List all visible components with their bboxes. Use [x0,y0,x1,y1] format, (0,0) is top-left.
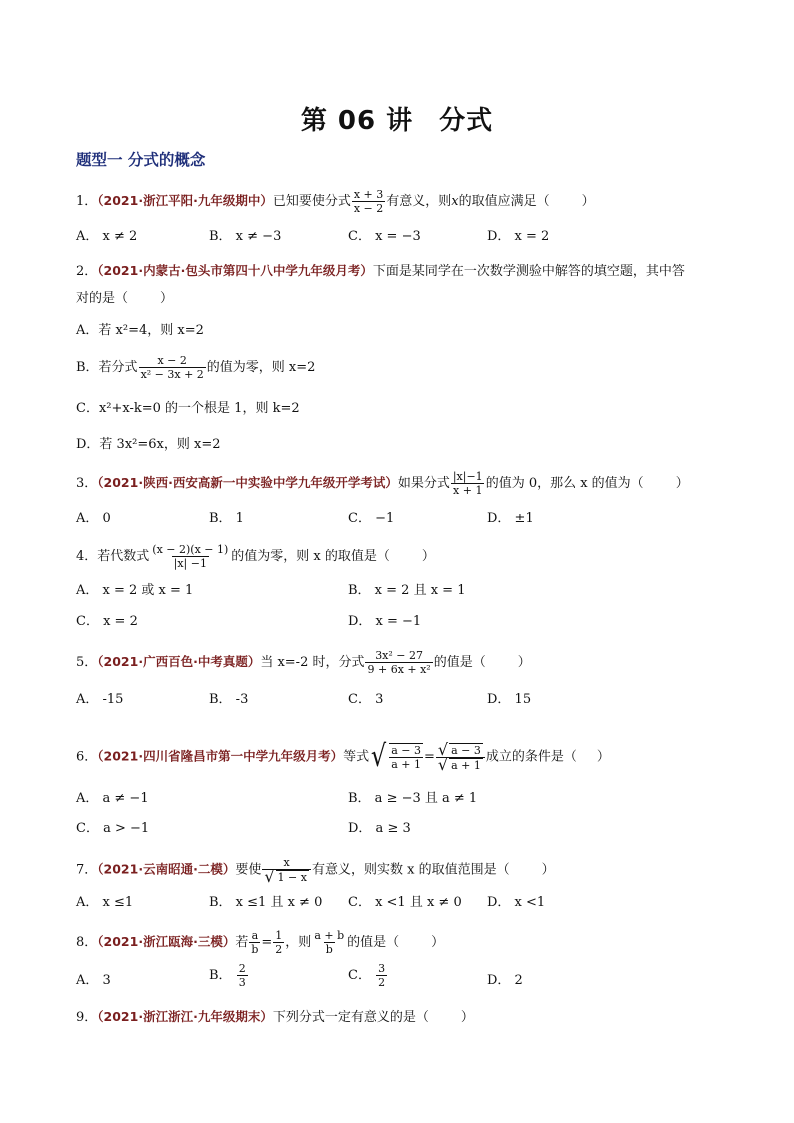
question-source: （2021·内蒙古·包头市第四十八中学九年级月考） [97,263,373,278]
q7-option-d: D． x <1 [487,895,546,910]
question-7: 7．（2021·云南昭通·二模）要使 $\frac{x}{√ 1 - x}$ 有意义，则实数 x 的取值范围是（ ） [76,856,555,886]
fraction: $\frac{|x|-1}{x + 1}$ [452,470,483,497]
fraction: $\frac{√ a - 3}{√ a + 1}$ [436,743,485,772]
fraction: $\frac{3}{2}$ [378,962,386,989]
fraction: $\frac{a}{b}$ [251,929,259,956]
q6-option-c: C． a > −1 [76,821,150,836]
fraction: $\frac{a - 3}{a + 1}$ [391,744,421,771]
fraction: $\frac{x}{√ 1 - x}$ [262,856,311,884]
q2-option-b: B．若分式 $\frac{x - 2}{\text{x² − 3x + 2}}$ 的值为零，则 x=2 [76,354,316,381]
q6-option-b: B． a ≥ −3 且 a ≠ 1 [348,791,478,806]
question-5: 5．（2021·广西百色·中考真题）当 x=-2 时，分式 $\frac{\text{3x² − 27}}{\text{9 + 6x + x²}}$ 的值是（ ） [76,649,531,676]
question-4: 4．若代数式 $\frac{(x - 2)(x - 1)}{|x| -1}$ 的值为零，则 x 的取值是（ ） [76,543,435,570]
q4-option-b: B． x = 2 且 x = 1 [348,583,466,598]
q1-option-a: A． x ≠ 2 [76,229,138,244]
fraction: $\frac{1}{2}$ [275,929,283,956]
q8-option-d: D． 2 [487,973,523,988]
q5-option-a: A． -15 [76,692,124,707]
fraction: $\frac{2}{3}$ [238,962,246,989]
q5-option-b: B． -3 [209,692,249,707]
question-source: （2021·广西百色·中考真题） [97,654,261,669]
question-source: （2021·浙江瓯海·三模） [97,934,236,949]
section-heading: 题型一 分式的概念 [76,151,206,169]
q6-option-d: D． a ≥ 3 [348,821,411,836]
q5-option-d: D． 15 [487,692,532,707]
q8-option-a: A． 3 [76,973,111,988]
sqrt-sign: √ [371,739,387,774]
question-source: （2021·四川省隆昌市第一中学九年级月考） [97,748,344,764]
question-2-cont: 对的是（ ） [76,291,174,306]
fraction: $\frac{(x - 2)(x - 1)}{|x| -1}$ [152,543,229,570]
question-9: 9．（2021·浙江浙江·九年级期末）下列分式一定有意义的是（ ） [76,1009,474,1025]
question-1: 1．（2021·浙江平阳·九年级期中）已知要使分式 $\frac{x + 3}{x - 2}$ 有意义，则x的取值应满足（ ） [76,188,595,215]
q3-option-d: D． ±1 [487,511,534,526]
q7-option-c: C． x <1 且 x ≠ 0 [348,895,462,910]
page-title: 第 06 讲 分式 [300,106,494,136]
question-source: （2021·浙江浙江·九年级期末） [97,1009,273,1024]
q4-option-d: D． x = −1 [348,614,422,629]
q4-option-a: A． x = 2 或 x = 1 [76,583,194,598]
q1-option-d: D． x = 2 [487,229,550,244]
q7-option-b: B． x ≤1 且 x ≠ 0 [209,895,323,910]
q2-option-c: C．x²+x-k=0 的一个根是 1，则 k=2 [76,401,300,416]
q6-option-a: A． a ≠ −1 [76,791,149,806]
fraction: $\frac{x - 2}{\text{x² − 3x + 2}}$ [140,354,204,381]
question-6: 6．（2021·四川省隆昌市第一中学九年级月考）等式√ $\frac{a - 3}{a + 1}$ = $\frac{√ a - 3}{√ a + 1}$ 成立的条件是（ ） [76,739,610,774]
q2-option-a: A．若 x²=4，则 x=2 [76,323,204,338]
q4-option-c: C． x = 2 [76,614,138,629]
q3-option-b: B． 1 [209,511,244,526]
q8-option-c: C． $\frac{3}{2}$ [348,962,386,989]
question-2: 2．（2021·内蒙古·包头市第四十八中学九年级月考）下面是某同学在一次数学测验中解答的填空题，其中答 [76,263,685,279]
fraction: $\frac{a + b}{b}$ [314,929,345,956]
fraction: $\frac{\text{3x² − 27}}{\text{9 + 6x + x²}}$ [367,649,431,676]
q1-option-c: C． x = −3 [348,229,421,244]
q7-option-a: A． x ≤1 [76,895,134,910]
question-3: 3．（2021·陕西·西安高新一中实验中学九年级开学考试）如果分式 $\frac{|x|-1}{x + 1}$ 的值为 0，那么 x 的值为（ ） [76,470,689,497]
q5-option-c: C． 3 [348,692,384,707]
q3-option-a: A． 0 [76,511,111,526]
q1-option-b: B． x ≠ −3 [209,229,282,244]
question-source: （2021·云南昭通·二模） [97,861,236,877]
q2-option-d: D．若 3x²=6x，则 x=2 [76,437,221,452]
fraction: $\frac{x + 3}{x - 2}$ [353,188,384,215]
question-source: （2021·浙江平阳·九年级期中） [97,193,273,208]
question-8: 8．（2021·浙江瓯海·三模）若 $\frac{a}{b}$ = $\frac{1}{2}$ ，则 $\frac{a + b}{b}$ 的值是（ ） [76,929,445,956]
question-source: （2021·陕西·西安高新一中实验中学九年级开学考试） [97,475,398,490]
q8-option-b: B． $\frac{2}{3}$ [209,962,246,989]
q3-option-c: C． −1 [348,511,395,526]
